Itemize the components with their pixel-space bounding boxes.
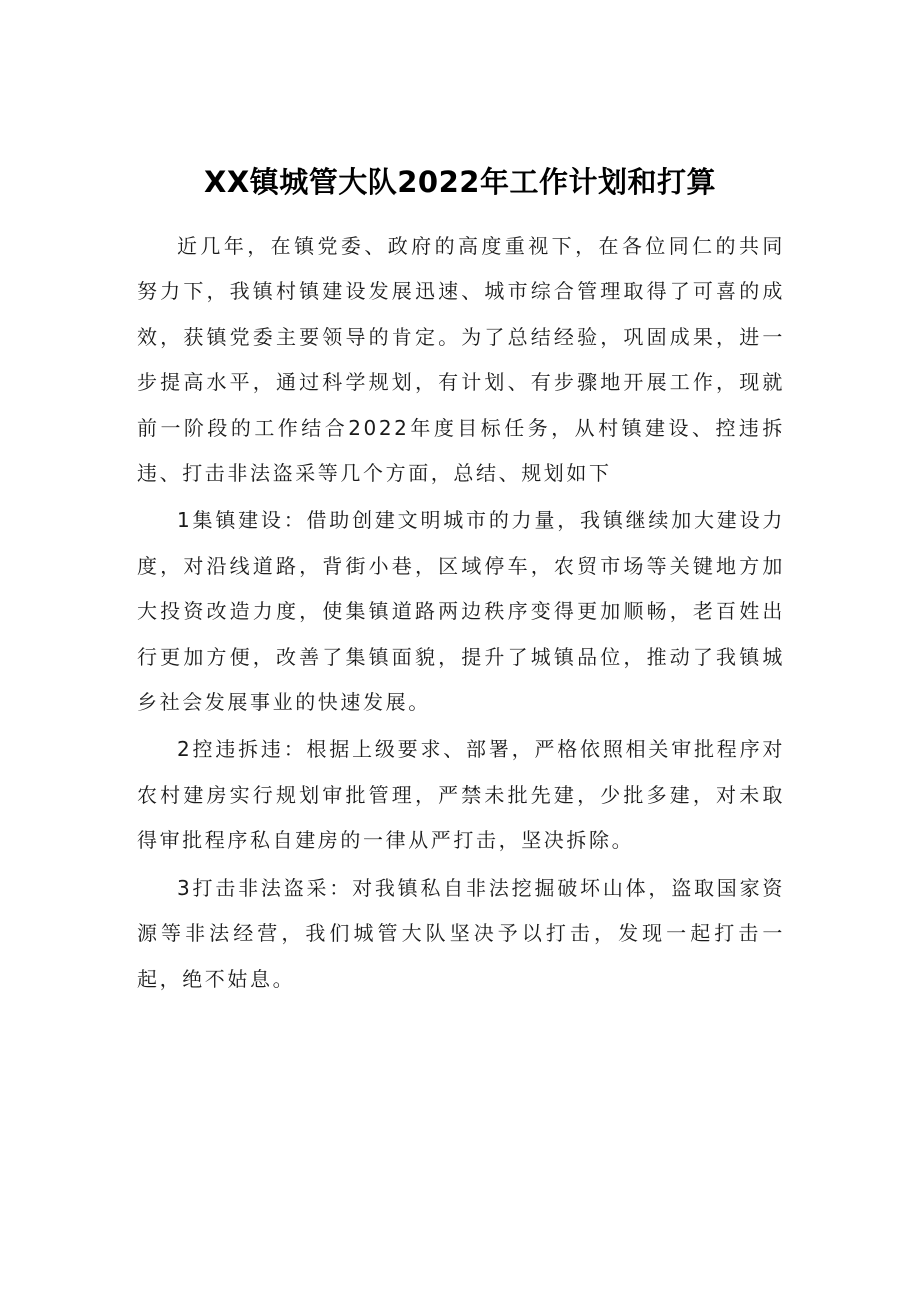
paragraph-town-construction: 1集镇建设：借助创建文明城市的力量，我镇继续加大建设力度，对沿线道路，背街小巷，区域停车，农贸市场等关键地方加大投资改造力度，使集镇道路两边秩序变得更加顺畅，老百姓出行更加方便，改善了集镇面貌，提升了城镇品位，推动了我镇城乡社会发展事业的快速发展。 <box>137 508 785 715</box>
paragraph-illegal-mining-crackdown: 3打击非法盗采：对我镇私自非法挖掘破坏山体，盗取国家资源等非法经营，我们城管大队坚决予以打击，发现一起打击一起，绝不姑息。 <box>137 875 785 991</box>
paragraph-intro: 近几年，在镇党委、政府的高度重视下，在各位同仁的共同努力下，我镇村镇建设发展迅速、城市综合管理取得了可喜的成效，获镇党委主要领导的肯定。为了总结经验，巩固成果，进一步提高水平，通过科学规划，有计划、有步骤地开展工作，现就前一阶段的工作结合2022年度目标任务，从村镇建设、控违拆违、打击非法盗采等几个方面，总结、规划如下 <box>137 234 785 486</box>
document-body <box>137 224 785 1004</box>
paragraph-illegal-building-control: 2控违拆违：根据上级要求、部署，严格依照相关审批程序对农村建房实行规划审批管理，严禁未批先建，少批多建，对未取得审批程序私自建房的一律从严打击，坚决拆除。 <box>137 737 785 853</box>
document-title: XX镇城管大队2022年工作计划和打算 <box>204 165 716 199</box>
